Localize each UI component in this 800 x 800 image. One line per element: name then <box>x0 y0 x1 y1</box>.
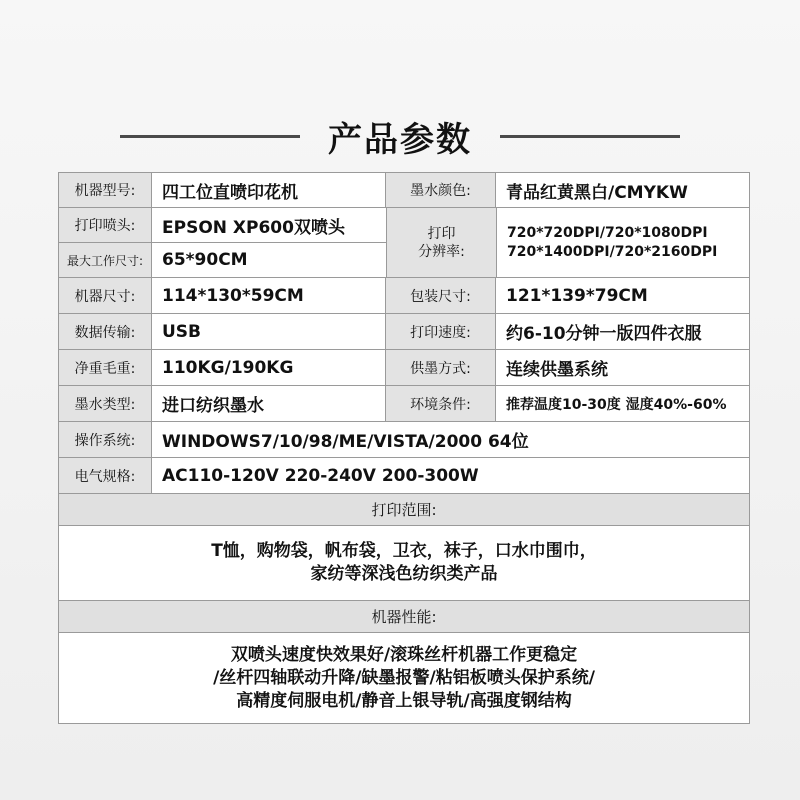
spec-row-printhead <box>59 208 386 243</box>
resolution-value <box>497 208 749 277</box>
power-value: AC110-120V 220-240V 200-300W <box>152 458 749 493</box>
power-label: 电气规格: <box>59 458 152 493</box>
heading-right-rule <box>500 135 680 138</box>
environment-value: 推荐温度10-30度 湿度40%-60% <box>496 386 749 421</box>
spec-row-weight <box>59 350 749 386</box>
spec-row-max-size <box>59 243 386 277</box>
model-label: 机器型号: <box>59 173 152 207</box>
performance-line2: /丝杆四轴联动升降/缺墨报警/粘铝板喷头保护系统/ <box>213 667 595 688</box>
max-size-value: 65*90CM <box>152 243 386 277</box>
performance-body <box>59 633 749 723</box>
os-value: WINDOWS7/10/98/ME/VISTA/2000 64位 <box>152 422 749 457</box>
model-value: 四工位直喷印花机 <box>152 173 386 207</box>
spec-row-os <box>59 422 749 458</box>
spec-table <box>58 172 750 724</box>
weight-label: 净重毛重: <box>59 350 152 385</box>
performance-heading: 机器性能: <box>59 601 749 633</box>
ink-color-value: 青品红黄黑白/CMYKW <box>496 173 749 207</box>
resolution-value-line2: 720*1400DPI/720*2160DPI <box>507 243 718 260</box>
package-size-value: 121*139*79CM <box>496 278 749 313</box>
data-transfer-value: USB <box>152 314 386 349</box>
resolution-label-line1: 打印 <box>427 225 456 242</box>
performance-line3: 高精度伺服电机/静音上银导轨/高强度钢结构 <box>236 690 572 711</box>
weight-value: 110KG/190KG <box>152 350 386 385</box>
machine-size-value: 114*130*59CM <box>152 278 386 313</box>
spec-row-data <box>59 314 749 350</box>
print-speed-label: 打印速度: <box>386 314 496 349</box>
page-title: 产品参数 <box>328 119 472 160</box>
spec-row-model <box>59 173 749 208</box>
heading-left-rule <box>120 135 300 138</box>
ink-supply-value: 连续供墨系统 <box>496 350 749 385</box>
spec-row-printhead-resolution <box>59 208 749 278</box>
ink-color-label: 墨水颜色: <box>386 173 496 207</box>
printhead-label: 打印喷头: <box>59 208 152 242</box>
spec-row-power <box>59 458 749 494</box>
print-range-body <box>59 526 749 601</box>
resolution-label-line2: 分辨率: <box>418 243 465 260</box>
max-size-label: 最大工作尺寸: <box>59 243 152 277</box>
ink-supply-label: 供墨方式: <box>386 350 496 385</box>
data-transfer-label: 数据传输: <box>59 314 152 349</box>
printhead-size-column <box>59 208 387 277</box>
os-label: 操作系统: <box>59 422 152 457</box>
resolution-label <box>387 208 497 277</box>
package-size-label: 包装尺寸: <box>386 278 496 313</box>
print-range-line2: 家纺等深浅色纺织类产品 <box>310 564 498 584</box>
print-range-line1: T恤，购物袋，帆布袋，卫衣，袜子，口水巾围巾， <box>211 541 597 561</box>
page-heading <box>0 108 800 164</box>
print-speed-value: 约6-10分钟一版四件衣服 <box>496 314 749 349</box>
ink-type-label: 墨水类型: <box>59 386 152 421</box>
spec-row-machine-size <box>59 278 749 314</box>
ink-type-value: 进口纺织墨水 <box>152 386 386 421</box>
resolution-value-line1: 720*720DPI/720*1080DPI <box>507 224 708 241</box>
performance-line1: 双喷头速度快效果好/滚珠丝杆机器工作更稳定 <box>230 644 578 665</box>
printhead-value: EPSON XP600双喷头 <box>152 208 386 242</box>
environment-label: 环境条件: <box>386 386 496 421</box>
machine-size-label: 机器尺寸: <box>59 278 152 313</box>
print-range-heading: 打印范围: <box>59 494 749 526</box>
spec-row-ink-type <box>59 386 749 422</box>
